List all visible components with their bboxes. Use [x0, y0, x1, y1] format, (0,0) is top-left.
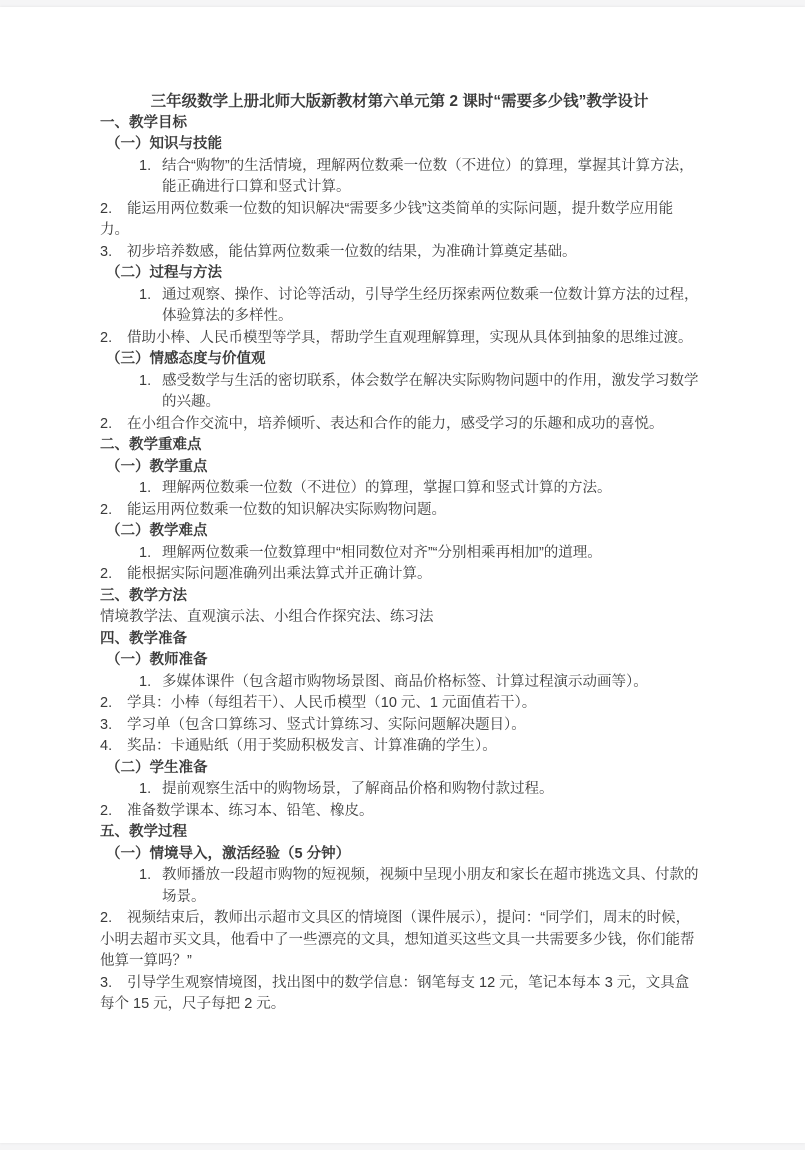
- list-number: 2.: [100, 329, 113, 346]
- section-heading: 三、教学方法: [100, 587, 187, 604]
- list-item: [100, 328, 699, 350]
- subsection-heading: （二）教学难点: [106, 523, 208, 539]
- subsection-heading: （一）教学重点: [106, 458, 208, 475]
- list-text: 多媒体课件（包含超市购物场景图、商品价格标签、计算过程演示动画等）。: [162, 673, 648, 690]
- list-item: [100, 908, 699, 973]
- list-number: 2.: [100, 695, 113, 711]
- list-text: 在小组合作交流中，培养倾听、表达和合作的能力，感受学习的乐趣和成功的喜悦。: [127, 415, 664, 432]
- list-text: 准备数学课本、练习本、铅笔、橡皮。: [127, 802, 374, 819]
- list-item: [100, 973, 699, 1016]
- list-text: 初步培养数感，能估算两位数乘一位数的结果，为准确计算奠定基础。: [127, 243, 577, 260]
- list-text: 通过观察、操作、讨论等活动，引导学生经历探索两位数乘一位数计算方法的过程，体验算法的多样性。: [162, 286, 699, 324]
- list-text: 借助小棒、人民币模型等学具，帮助学生直观理解算理，实现从具体到抽象的思维过渡。: [127, 329, 693, 346]
- list-text: 结合“购物”的生活情境，理解两位数乘一位数（不进位）的算理，掌握其计算方法，能正确进行口算和竖式计算。: [162, 157, 694, 195]
- list-text: 学具：小棒（每组若干）、人民币模型（10 元、1 元面值若干）。: [127, 695, 537, 711]
- section-heading: 二、教学重难点: [100, 437, 202, 453]
- list-item: [100, 242, 699, 264]
- list-item: [100, 801, 699, 823]
- list-number: 2.: [100, 415, 113, 432]
- list-number: 3.: [100, 716, 113, 733]
- list-text: 教师播放一段超市购物的短视频，视频中呈现小朋友和家长在超市挑选文具、付款的场景。: [162, 867, 699, 905]
- list-item: [100, 543, 699, 565]
- list-item: [100, 156, 699, 199]
- list-text: 理解两位数乘一位数算理中“相同数位对齐”“分别相乘再相加”的道理。: [162, 544, 602, 561]
- list-text: 学习单（包含口算练习、竖式计算练习、实际问题解决题目）。: [127, 716, 526, 733]
- list-item: [100, 478, 699, 500]
- list-number: 3.: [100, 243, 113, 260]
- list-text: 感受数学与生活的密切联系，体会数学在解决实际购物问题中的作用，激发学习数学的兴趣。: [162, 372, 699, 410]
- subsection-heading: （三）情感态度与价值观: [106, 351, 266, 367]
- list-number: 2.: [100, 802, 113, 819]
- list-text: 能根据实际问题准确列出乘法算式并正确计算。: [127, 566, 432, 582]
- subsection-heading: （一）知识与技能: [106, 136, 222, 152]
- list-text: 视频结束后，教师出示超市文具区的情境图（课件展示），提问：“同学们，周末的时候，小明去超市买文具，他看中了一些漂亮的文具，想知道买这些文具一共需要多少钱，你们能帮他算一算吗？”: [100, 910, 695, 969]
- subsection-heading: （二）过程与方法: [106, 265, 222, 281]
- list-number: 1.: [139, 480, 152, 496]
- list-text: 引导学生观察情境图，找出图中的数学信息：钢笔每支 12 元，笔记本每本 3 元，文具盒每个 15 元，尺子每把 2 元。: [100, 974, 690, 1012]
- section-heading: 五、教学过程: [100, 824, 187, 840]
- list-number: 1.: [139, 781, 152, 797]
- list-item: [100, 371, 699, 414]
- list-number: 1.: [139, 372, 152, 389]
- list-item: [100, 865, 699, 908]
- list-item: [100, 736, 699, 758]
- list-item: [100, 715, 699, 737]
- list-number: 2.: [100, 200, 113, 217]
- list-number: 4.: [100, 738, 113, 754]
- list-number: 2.: [100, 910, 113, 926]
- subsection-heading: （二）学生准备: [106, 759, 208, 776]
- list-number: 1.: [139, 867, 152, 883]
- subsection-heading: （一）教师准备: [106, 652, 208, 668]
- section-heading: 四、教学准备: [100, 630, 187, 647]
- list-text: 奖品：卡通贴纸（用于奖励积极发言、计算准确的学生）。: [127, 738, 497, 754]
- list-item: [100, 672, 699, 694]
- list-number: 2.: [100, 501, 113, 518]
- list-number: 1.: [139, 673, 152, 690]
- subsection-heading: （一）情境导入，激活经验（5 分钟）: [106, 845, 351, 862]
- list-item: [100, 414, 699, 436]
- doc-title: 三年级数学上册北师大版新教材第六单元第 2 课时“需要多少钱”教学设计: [150, 93, 649, 110]
- list-item: [100, 285, 699, 328]
- document-body: [100, 113, 699, 1016]
- list-text: 理解两位数乘一位数（不进位）的算理，掌握口算和竖式计算的方法。: [162, 480, 612, 496]
- list-item: [100, 199, 699, 242]
- list-number: 1.: [139, 544, 152, 561]
- list-number: 1.: [139, 157, 152, 174]
- document-page: [0, 7, 805, 1143]
- list-text: 提前观察生活中的购物场景，了解商品价格和购物付款过程。: [162, 781, 554, 797]
- list-item: [100, 564, 699, 586]
- list-item: [100, 500, 699, 522]
- section-heading: 一、教学目标: [100, 114, 187, 131]
- list-item: [100, 779, 699, 801]
- list-number: 3.: [100, 974, 113, 991]
- list-item: [100, 693, 699, 715]
- list-text: 能运用两位数乘一位数的知识解决实际购物问题。: [127, 501, 446, 518]
- paragraph: 情境教学法、直观演示法、小组合作探究法、练习法: [100, 609, 434, 625]
- list-number: 2.: [100, 566, 113, 582]
- list-number: 1.: [139, 286, 152, 303]
- document-content: [0, 7, 805, 1016]
- list-text: 能运用两位数乘一位数的知识解决“需要多少钱”这类简单的实际问题，提升数学应用能力。: [100, 200, 674, 238]
